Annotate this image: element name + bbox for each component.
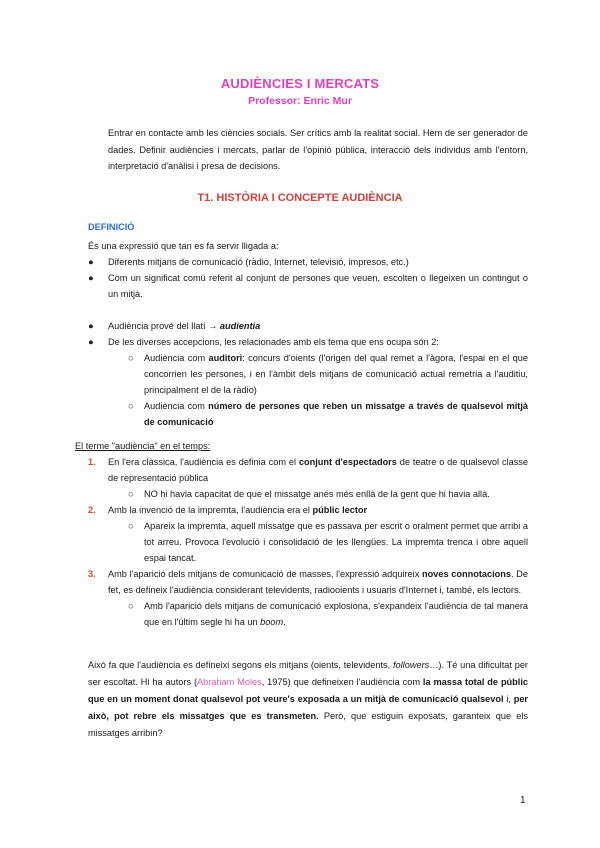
numbered-item: 3. Amb l'aparició dels mitjans de comunicació de masses, l'expressió adquireix noves connotacions. De fet, es defineix l'audiència considerant televidents, radiooients i usuaris d'Internet i, també, els lectors. [88,566,528,598]
closing-paragraph: Això fa que l'audiència es defineixi segons els mitjans (oients, televidents, followers…). Té una dificultat per ser escoltat. Hi ha autors (Abraham Moles, 1975) que defineixen l'audiència com la massa total de públic que en un moment donat qualsevol pot veure's exposada a un mitjà de comunicació qualsevol i, per això, pot rebre els missatges que es transmeten. Però, que estiguin exposats, garanteix que els missatges arribin? [88,660,529,738]
list-item: ● Diferents mitjans de comunicació (ràdio, Internet, televisió, impresos, etc.) [88,254,528,270]
arrow-icon: → [208,321,220,331]
circle-bullet-icon: ○ [128,489,134,499]
circle-bullet-icon: ○ [128,521,134,531]
item-number: 2. [88,505,96,515]
list-item: ● Com un significat comú referit al conjunt de persones que veuen, escolten o llegeixen un contingut o un mitjà. [88,270,528,302]
list-item: ● Audiència prové del llatí → audientia [88,318,528,334]
document-title: AUDIÈNCIES I MERCATS [220,76,380,91]
definicio-block [88,238,528,302]
definicio-block-2 [88,318,528,430]
bullet-icon: ● [88,321,94,331]
section-title: T1. HISTÒRIA I CONCEPTE AUDIÈNCIA [197,192,403,204]
circle-bullet-icon: ○ [128,401,134,411]
list-item: ○ Audiència com auditori: concurs d'oients (l'origen del qual remet a l'àgora, l'espai en el que concorrien les persones, i en l'àmbit dels mitjans de comunicació actual remetria a l'auditiu, principalment el de la ràdio) [88,350,528,398]
circle-bullet-icon: ○ [128,353,134,363]
definicio-lead: És una expressió que tan es fa servir lligada a: [88,241,279,251]
definicio-heading: DEFINICIÓ [88,222,135,232]
professor-line: Professor: Enric Mur [248,95,352,107]
numbered-item: 2. Amb la invenció de la impremta, l'audiència era el públic lector [88,502,528,518]
numbered-item: 1. En l'era clàssica, l'audiència es definia com el conjunt d'espectadors de teatre o de qualsevol classe de representació pública [88,454,528,486]
intro-paragraph: Entrar en contacte amb les ciències socials. Ser crítics amb la realitat social. Hem de ser generador de dades. Definir audiències i mercats, parlar de l'opinió pública, interacció dels individus amb l'entorn, interpretació d'anàlisi i presa de decisions. [108,128,528,171]
list-item: ● De les diverses accepcions, les relacionades amb els tema que ens ocupa són 2: [88,334,528,350]
item-number: 1. [88,457,96,467]
page-number: 1 [520,795,526,806]
bullet-icon: ● [88,273,94,283]
list-item: ○ Amb l'aparició dels mitjans de comunicació explosiona, s'expandeix l'audiència de tal manera que en l'últim segle hi ha un boom. [88,598,528,630]
temps-heading: El terme "audiència" en el temps: [75,441,211,451]
list-item: ○ NO hi havia capacitat de que el missatge anés més enllà de la gent que hi havia allà. [88,486,528,502]
circle-bullet-icon: ○ [128,601,134,611]
bullet-icon: ● [88,257,94,267]
item-number: 3. [88,569,96,579]
list-item: ○ Apareix la impremta, aquell missatge que es passava per escrit o oralment permet que arribi a tot arreu. Provoca l'evolució i consolidació de les llengües. La impremta trenca i obre aquell espai tancat. [88,518,528,566]
author-link[interactable]: Abraham Moles [197,677,262,687]
list-item: ○ Audiència com número de persones que reben un missatge a través de qualsevol mitjà de comunicació [88,398,528,430]
bullet-icon: ● [88,337,94,347]
temps-block [75,438,528,630]
